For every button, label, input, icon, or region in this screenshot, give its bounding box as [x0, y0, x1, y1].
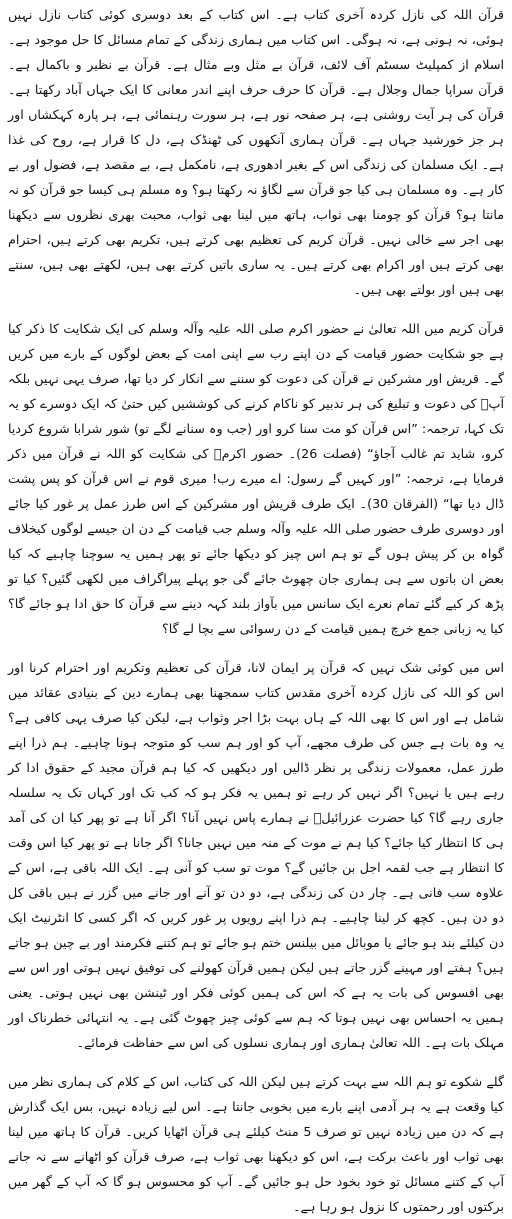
paragraph-appeal: گلے شکوے تو ہم اللہ سے بہت کرتے ہیں لیکن اللہ کی کتاب، اس کے کلام کی ہماری نظر میں کیا وقعت ہے یہ ہر آدمی اپنے بارے میں بخوبی جانتا ہے۔ اس لیے زیادہ نہیں، بس ایک گذارش ہے کہ دن میں زیادہ نہیں تو صرف 5 منٹ کیلئے ہی قرآن اٹھایا کریں۔ قرآن کا ہاتھ میں لینا بھی ثواب اور باعث برکت ہے، اس کو دیکھنا بھی ثواب ہے، صرف قرآن کو اٹھانے سے نہ جانے آپ کے کتنے مسائل تو خود بخود حل ہو جائیں گے۔ آپ کو محسوس ہو گا کہ آپ کے گھر میں برکتوں اور رحمتوں کا نزول ہو رہا ہے۔	[8, 1074, 505, 1214]
paragraph-complaint: قرآن کریم میں اللہ تعالیٰ نے حضور اکرم صلی اللہ علیہ وآلہ وسلم کی ایک شکایت کا ذکر کیا ہے جو شکایت حضور قیامت کے دن اپنے رب سے اپنی امت کے بعض لوگوں کے بارے میں کریں گے۔ قریش اور مشرکین نے قرآن کی دعوت کو سننے سے انکار کر دیا تھا، صرف یہی نہیں بلکہ آپؐ کی دعوت و تبلیغ کی ہر تدبیر کو ناکام کرنے کی کوششیں کیں حتیٰ کہ ایک دوسرے کو یہ تک کہا، ترجمہ: ”اس قرآن کو مت سنا کرو اور (جب وہ سنانے لگے تو) شور شرابا شروع کردیا کرو، شاید تم غالب آجاؤ“ (فصلت 26)۔ حضور اکرمؐ کی شکایت کو اللہ نے قرآن میں ذکر فرمایا ہے، ترجمہ: ”اور کہیں گے رسول: اے میرے رب! میری قوم نے اس قرآن کو پس پشت ڈال دیا تھا“ (الفرقان 30)۔ ایک طرف قریش اور مشرکین کے اس طرز عمل پر غور کیا جائے اور دوسری طرف حضور صلی اللہ علیہ وآلہ وسلم جب قیامت کے دن ان جیسے لوگوں کیخلاف گواہ بن کر پیش ہوں گے تو ہم اس چیز کو دیکھا جائے تو پھر ہمیں یہ سوچنا چاہیے کہ کیا بعض ان باتوں سے ہی ہماری جان چھوٹ جائے گی جو پہلے پیراگراف میں لکھی گئیں؟ کیا تو پڑھ کر کیے گئے تمام نعرے ایک سانس میں بآواز بلند کہہ دینے سے قرآن کا حق ادا ہو جائے گا؟ کیا یہ زبانی جمع خرچ ہمیں قیامت کے دن رسوائی سے بچا لے گا؟	[8, 321, 504, 636]
paragraph-reflection: اس میں کوئی شک نہیں کہ قرآن پر ایمان لانا، قرآن کی تعظیم وتکریم اور احترام کرنا اور اس کو اللہ کی نازل کردہ آخری مقدس کتاب سمجھنا بھی ہمارے دین کے بنیادی عقائد میں شامل ہے اور اس کا بھی اللہ کے ہاں بہت بڑا اجر وثواب ہے، لیکن کیا صرف یہی کافی ہے؟ یہ وہ بات ہے جس کی طرف مجھے، آپ کو اور ہم سب کو متوجہ ہونا چاہیے۔ ہم ذرا اپنے طرز عمل، معمولات زندگی پر نظر ڈالیں اور دیکھیں کہ کیا ہم قرآن مجید کے حقوق ادا کر رہے ہیں یا نہیں؟ اگر نہیں کر رہے تو ہمیں یہ فکر ہو کہ کب تک اور کہاں تک یہ سلسلہ جاری رہے گا؟ کیا حضرت عزرائیلؑ نے ہمارے پاس نہیں آنا؟ اگر آنا ہے تو پھر کیا ان کی آمد ہی کا انتظار کیا جائے؟ کیا ہم نے موت کے منہ میں نہیں جانا؟ اگر جانا ہے تو پھر کیا اس وقت کا انتظار ہے جب لقمہ اجل بن جائیں گے؟ موت تو سب کو آنی ہے۔ ایک اللہ باقی ہے، اس کے علاوہ سب فانی ہے۔ چار دن کی زندگی ہے، دو دن تو آنے اور جانے میں گزر نے ہیں باقی کل دو دن ہیں۔ کچھ کر لینا چاہیے۔ ہم ذرا اپنے رویوں پر غور کریں کہ اگر کسی کا انٹرنیٹ ایک دن کیلئے بند ہو جائے یا موبائل میں بیلنس ختم ہو جائے تو ہم کتنے فکرمند اور بے چین ہو جاتے ہیں؟ ہفتے اور مہینے گزر جاتے ہیں لیکن ہمیں قرآن کھولنے کی توفیق نہیں ہوتی اور اس سے بھی افسوس کی بات یہ ہے کہ اس کی ہمیں کوئی فکر اور ٹینشن بھی نہیں ہوتی۔ یعنی ہمیں یہ احساس بھی نہیں ہوتا کہ ہم سے کوئی چیز چھوٹ گئی ہے۔ یہ انتہائی خطرناک اور مہلک بات ہے۔ اللہ تعالیٰ ہماری اور ہماری نسلوں کی اس سے حفاظت فرمائے۔	[8, 660, 504, 1050]
paragraph-intro: قرآن اللہ کی نازل کردہ آخری کتاب ہے۔ اس کتاب کے بعد دوسری کوئی کتاب نازل نہیں ہوئی، نہ ہونی ہے، نہ ہوگی۔ اس کتاب میں ہماری زندگی کے تمام مسائل کا حل موجود ہے۔ اسلام از کمپلیٹ سسٹم آف لائف، قرآن بے مثل وبے مثال ہے۔ قرآن بے نظیر و باکمال ہے۔ قرآن سراپا جمال وجلال ہے۔ قرآن کا حرف حرف اپنے اندر معانی کا ایک جہاں آباد رکھتا ہے۔ قرآن کی ہر آیت روشنی ہے، ہر صفحہ نور ہے، ہر سورت رہنمائی ہے، ہر پارہ کہکشاں اور ہر جز خورشید جہاں ہے۔ قرآن ہماری آنکھوں کی ٹھنڈک ہے، دل کا قرار ہے، روح کی غذا ہے۔ ایک مسلمان کی زندگی اس کے بغیر ادھوری ہے، نامکمل ہے، بے مقصد ہے، فضول اور بے کار ہے۔ وہ مسلمان ہی کیا جو قرآن سے لگاؤ نہ رکھتا ہو؟ وہ مسلم ہی کیسا جو قرآن کو نہ مانتا ہو؟ قرآن کو چومنا بھی ثواب، ہاتھ میں لینا بھی ثواب، محبت بھری نظروں سے دیکھنا بھی اجر سے خالی نہیں۔ قرآن کریم کی تعظیم بھی کرتے ہیں، تکریم بھی کرتے ہیں، احترام بھی کرتے ہیں اور اکرام بھی کرتے ہیں۔ یہ ساری باتیں کرتے بھی ہیں، لکھتے بھی ہیں، سنتے بھی ہیں اور بولتے بھی ہیں۔	[8, 7, 504, 297]
